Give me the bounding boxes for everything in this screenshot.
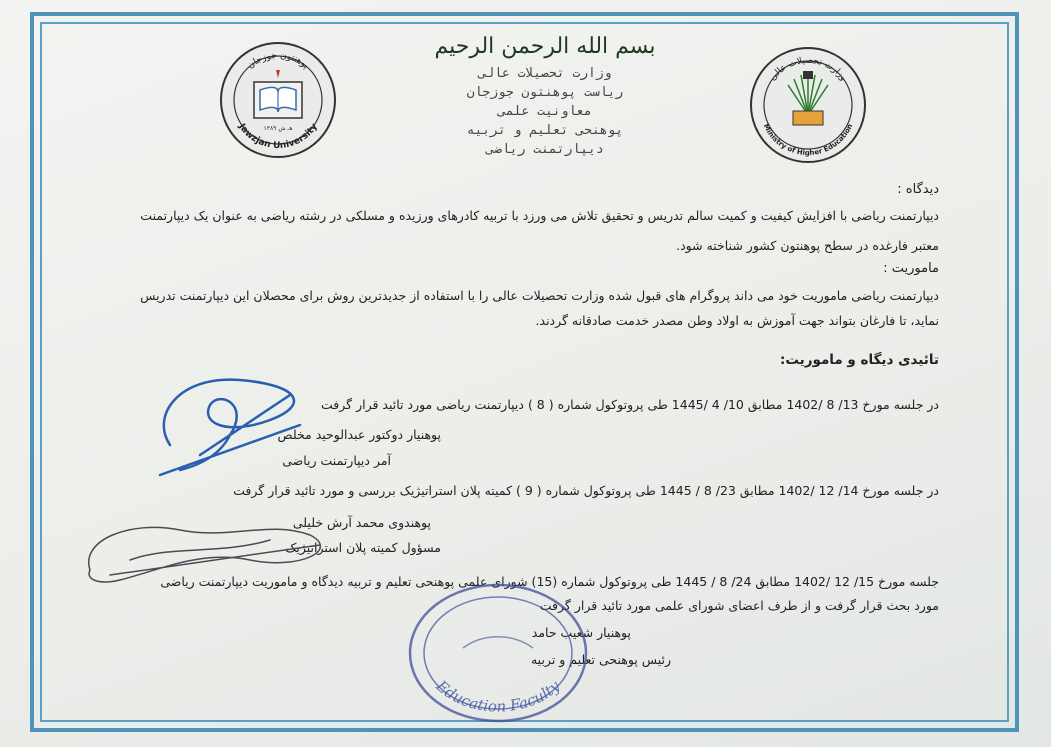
header-university: ریاست پوهنتون جوزجان <box>466 85 624 100</box>
vision-line-2: معتبر فارغده در سطح پوهنتون کشور شناخته شود. <box>676 238 939 253</box>
mission-line-2: نماید، تا فارغان بتواند جهت آموزش به اولاد وطن مصدر خدمت صادقانه گردند. <box>535 313 939 328</box>
jawzjan-university-logo <box>218 40 338 160</box>
left-logo-top-text: پوهنتون جوزجان <box>245 50 311 71</box>
faculty-stamp <box>403 578 593 732</box>
header-faculty: پوهنحی تعلیم و تربیه <box>466 123 624 138</box>
signer-1-name: پوهنیار دوکتور عبدالوحید مخلص <box>277 427 441 442</box>
right-logo-top-text: وزارت تحصیلات عالی <box>767 55 849 83</box>
signer-3-name: پوهنیار شعیب حامد <box>531 625 631 640</box>
signer-2-title: مسؤول کمیته پلان استراتیژیک <box>285 540 441 555</box>
left-logo-label: Jawzjan University <box>236 122 320 152</box>
mission-heading: ماموریت : <box>883 261 939 276</box>
header-ministry: وزارت تحصیلات عالی <box>478 66 612 81</box>
stamp-text: Education Faculty <box>432 676 564 716</box>
signer-2-name: پوهندوی محمد آرش خلیلی <box>292 515 431 530</box>
header-academic-affairs: معاونیت علمی <box>498 104 592 119</box>
vision-line-1: دیپارتمنت ریاضی با افزایش کیفیت و کمیت سالم تدریس و تحقیق تلاش می ورزد با تربیه کادرهای ورزیده و مسلکی در رشته ریاضی به عنوان یک دیپارتمنت <box>140 208 939 223</box>
signer-1-title: آمر دیپارتمنت ریاضی <box>282 453 391 468</box>
bismillah-calligraphy: بسم الله الرحمن الرحيم <box>434 34 656 59</box>
document-header <box>395 30 695 159</box>
vision-heading: دیدگاه : <box>897 182 939 197</box>
approval-entry-1: در جلسه مورخ 13/ 8 /1402 مطابق 10/ 4 /1445 طی پروتوکول شماره ( 8 ) دیپارتمنت ریاضی مورد تائید قرار گرفت <box>321 397 939 412</box>
mission-line-1: دیپارتمنت ریاضی ماموریت خود می داند پروگرام های قبول شده وزارت تحصیلات عالی را با استفاده از جدیدترین روش برای محصلان این دیپارتمنت تدریس <box>140 288 939 303</box>
svg-text:۱۳۸۹ هـ ش: ۱۳۸۹ هـ ش <box>263 125 293 132</box>
approval-heading: تائیدی دیگاه و ماموریت: <box>779 352 939 368</box>
header-department: دیپارتمنت ریاضی <box>486 142 604 157</box>
ministry-higher-education-logo <box>748 45 868 165</box>
approval-entry-3: جلسه مورخ 15/ 12 /1402 مطابق 24/ 8 / 1445 طی پروتوکول شماره (15) شورای علمی پوهنحی تعلیم و تربیه دیدگاه و ماموریت دیپارتمنت ریاضی <box>160 574 939 589</box>
approval-entry-2: در جلسه مورخ 14/ 12 /1402 مطابق 23/ 8 / 1445 طی پروتوکول شماره ( 9 ) کمیته پلان استراتیژیک بررسی و مورد تائید قرار گرفت <box>233 483 939 498</box>
approval-entry-3-line-2: مورد بحث قرار گرفت و از طرف اعضای شورای علمی مورد تائید قرار گرفت <box>539 598 939 613</box>
signer-3-title: رئیس پوهنحی تعلیم و تربیه <box>530 652 671 667</box>
right-logo-label: Ministry of Higher Education <box>761 122 855 158</box>
